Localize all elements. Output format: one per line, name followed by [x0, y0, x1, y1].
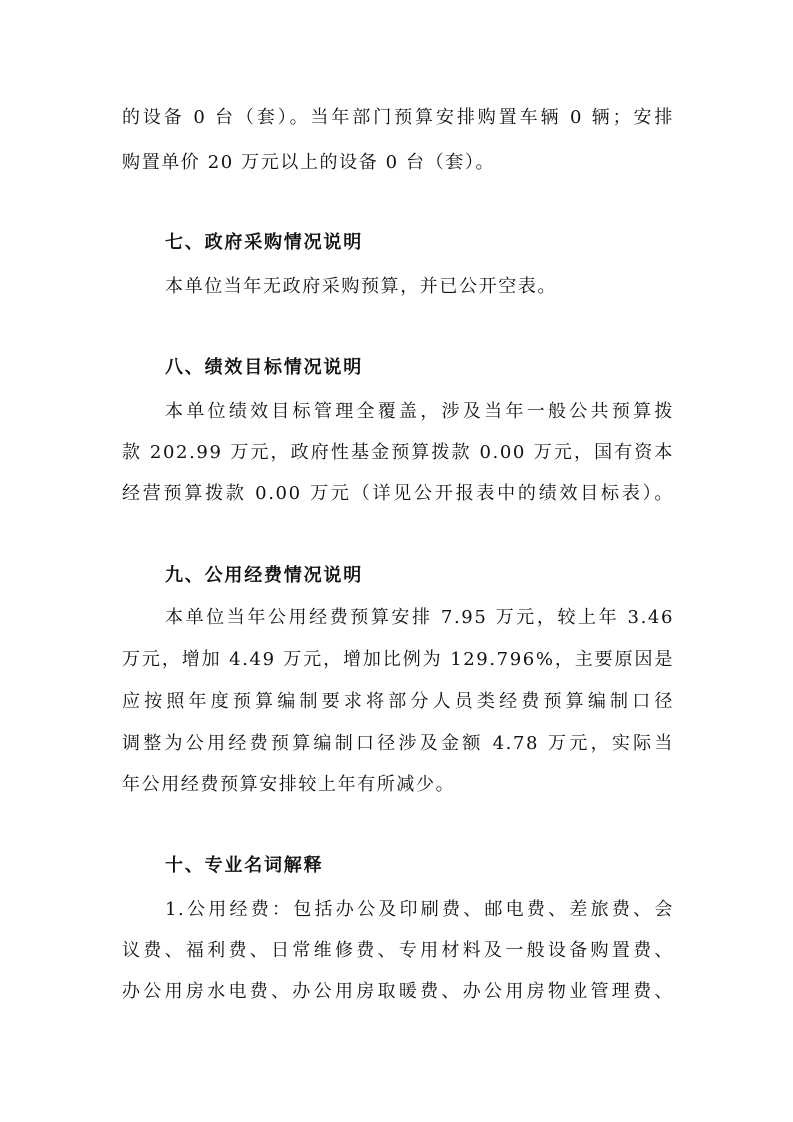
body-text-line: 应按照年度预算编制要求将部分人员类经费预算编制口径: [122, 691, 674, 712]
body-text-line: 万元，增加 4.49 万元，增加比例为 129.796%，主要原因是: [122, 649, 674, 670]
section-heading-7: 七、政府采购情况说明: [165, 232, 363, 253]
section-heading-8: 八、绩效目标情况说明: [165, 357, 363, 378]
body-text-line: 经营预算拨款 0.00 万元（详见公开报表中的绩效目标表）。: [122, 483, 674, 504]
section-heading-9: 九、公用经费情况说明: [165, 565, 363, 586]
body-text-line: 办公用房水电费、办公用房取暖费、办公用房物业管理费、: [122, 981, 674, 1002]
body-text-line: 本单位当年公用经费预算安排 7.95 万元，较上年 3.46: [165, 607, 674, 628]
body-text-line: 本单位当年无政府采购预算，并已公开空表。: [165, 276, 557, 297]
body-text-line: 议费、福利费、日常维修费、专用材料及一般设备购置费、: [122, 940, 674, 961]
body-text-line: 年公用经费预算安排较上年有所减少。: [122, 774, 456, 795]
body-text-line: 本单位绩效目标管理全覆盖，涉及当年一般公共预算拨: [165, 401, 674, 422]
body-text-line: 款 202.99 万元，政府性基金预算拨款 0.00 万元，国有资本: [122, 442, 674, 463]
section-heading-10: 十、专业名词解释: [165, 855, 324, 876]
body-text-line: 购置单价 20 万元以上的设备 0 台（套）。: [122, 152, 496, 173]
body-text-line: 的设备 0 台（套）。当年部门预算安排购置车辆 0 辆；安排: [122, 107, 674, 128]
body-text-line: 1.公用经费：包括办公及印刷费、邮电费、差旅费、会: [165, 899, 674, 920]
body-text-line: 调整为公用经费预算编制口径涉及金额 4.78 万元，实际当: [122, 733, 674, 754]
